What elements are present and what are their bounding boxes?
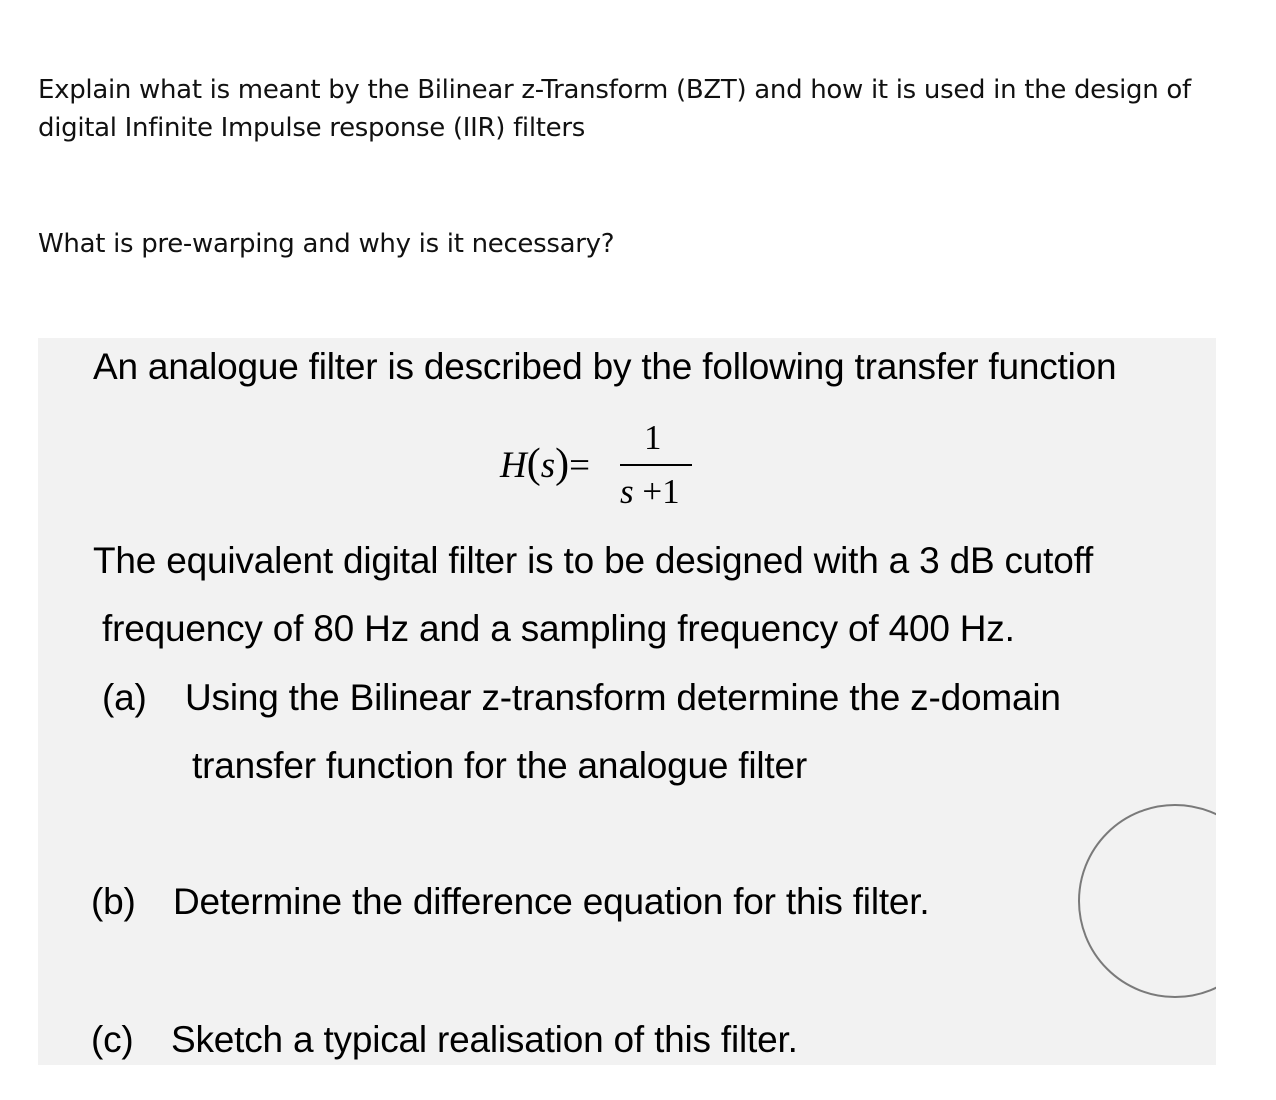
part-c-label: (c)	[91, 1019, 134, 1060]
formula-lhs: H(s)=	[500, 441, 591, 487]
question-bzt: Explain what is meant by the Bilinear z-Transform (BZT) and how it is used in the design of digital Infinite Impulse response (IIR) filters	[38, 75, 1191, 143]
formula-equals: =	[569, 445, 591, 486]
formula-den-rest: +1	[633, 472, 680, 511]
transfer-function-formula	[500, 418, 700, 518]
question-prewarping: What is pre-warping and why is it necessary?	[38, 229, 615, 259]
fraction-bar	[620, 464, 692, 466]
panel-line-1: The equivalent digital filter is to be designed with a 3 dB cutoff	[93, 540, 1094, 581]
part-a-line-2: transfer function for the analogue filter	[192, 745, 808, 786]
formula-numerator: 1	[644, 418, 662, 457]
part-c-text: Sketch a typical realisation of this filter.	[171, 1019, 798, 1060]
formula-den-variable: s	[620, 472, 634, 511]
panel-line-2: frequency of 80 Hz and a sampling frequency of 400 Hz.	[102, 608, 1015, 649]
formula-variable: s	[540, 445, 556, 486]
page-margin	[1216, 790, 1276, 1020]
problem-panel	[38, 338, 1216, 1065]
formula-function-name: H	[500, 445, 527, 486]
part-b-label: (b)	[91, 881, 136, 922]
part-a-label: (a)	[102, 677, 147, 718]
formula-denominator	[620, 472, 680, 512]
panel-intro: An analogue filter is described by the following transfer function	[93, 346, 1117, 387]
part-b-text: Determine the difference equation for this filter.	[173, 881, 930, 922]
part-a-line-1: Using the Bilinear z-transform determine the z-domain	[185, 677, 1061, 718]
